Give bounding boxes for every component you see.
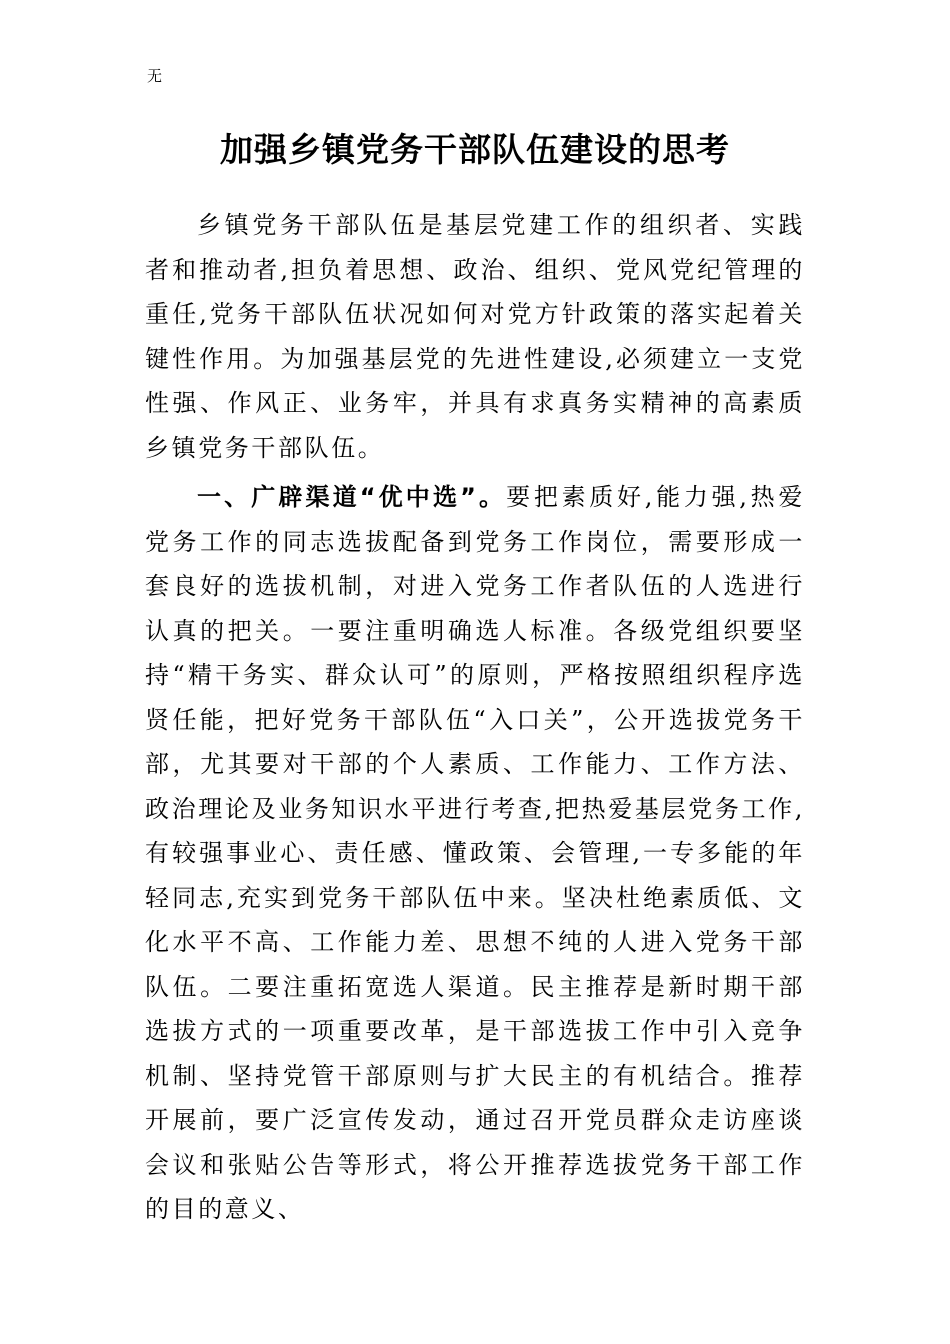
document-title: 加强乡镇党务干部队伍建设的思考	[220, 130, 730, 169]
section-one-heading: 一、广辟渠道“优中选”。	[197, 483, 507, 511]
intro-paragraph: 乡镇党务干部队伍是基层党建工作的组织者、实践者和推动者,担负着思想、政治、组织、党风党纪管理的重任,党务干部队伍状况如何对党方针政策的落实起着关键性作用。为加强基层党的先进性建设,必须建立一支党性强、作风正、业务牢，并具有求真务实精神的高素质乡镇党务干部队伍。	[145, 211, 805, 462]
section-one-paragraph	[145, 475, 805, 1232]
section-one-body: 要把素质好,能力强,热爱党务工作的同志选拔配备到党务工作岗位，需要形成一套良好的选拔机制，对进入党务工作者队伍的人选进行认真的把关。一要注重明确选人标准。各级党组织要坚持“精干务实、群众认可”的原则，严格按照组织程序选贤任能，把好党务干部队伍“入口关”，公开选拔党务干部，尤其要对干部的个人素质、工作能力、工作方法、政治理论及业务知识水平进行考查,把热爱基层党务工作,有较强事业心、责任感、懂政策、会管理,一专多能的年轻同志,充实到党务干部队伍中来。坚决杜绝素质低、文化水平不高、工作能力差、思想不纯的人进入党务干部队伍。二要注重拓宽选人渠道。民主推荐是新时期干部选拔方式的一项重要改革，是干部选拔工作中引入竞争机制、坚持党管干部原则与扩大民主的有机结合。推荐开展前，要广泛宣传发动，通过召开党员群众走访座谈会议和张贴公告等形式，将公开推荐选拔党务干部工作的目的意义、	[145, 483, 805, 1223]
header-mark: 无	[147, 67, 163, 85]
